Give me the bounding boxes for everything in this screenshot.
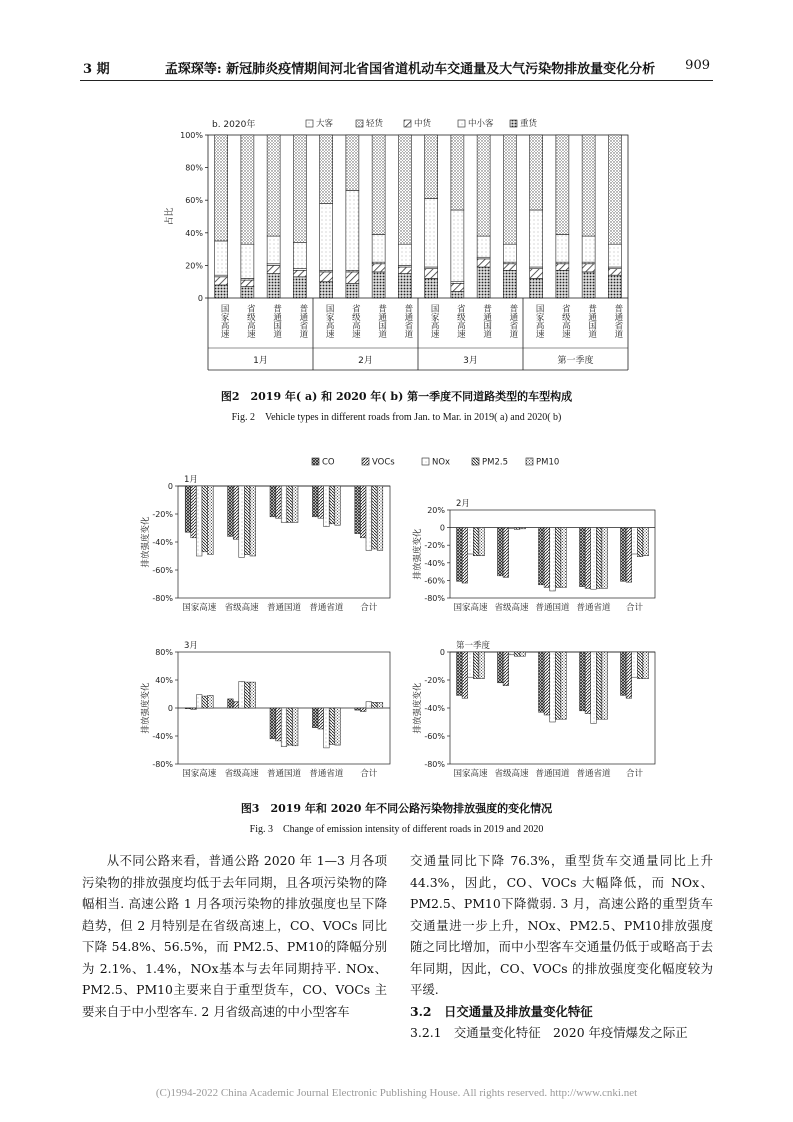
y-tick-label: -80% xyxy=(424,594,445,603)
bar xyxy=(372,702,378,708)
y-tick-label: 100% xyxy=(180,131,203,140)
bar-segment xyxy=(346,283,359,298)
bar-segment xyxy=(398,267,411,274)
bar xyxy=(276,708,282,741)
bar-segment xyxy=(320,282,333,298)
bar-segment xyxy=(267,236,280,264)
legend-label: PM10 xyxy=(536,457,560,468)
subsection-heading: 3.2.1 交通量变化特征 2020 年疫情爆发之际正 xyxy=(410,1025,688,1040)
category-label: 普通国道 xyxy=(481,304,492,338)
y-axis-label: 排放强度变化 xyxy=(141,682,151,734)
legend-swatch xyxy=(422,458,429,465)
bar xyxy=(244,486,250,555)
bar xyxy=(520,652,526,656)
bar-segment xyxy=(215,135,228,241)
bar-segment xyxy=(477,259,490,267)
bar xyxy=(544,528,550,588)
paragraph: 从不同公路来看，普通公路 2020 年 1—3 月各项污染物的排放强度均低于去年同期，且各项污染物的降幅相当. 高速公路 1 月各项污染物的排放强度也呈下降趋势，但 2 月特别是在省级高速上，CO、VOCs 同比下降 54.8%、56.5%，而 PM2.5、PM10的降幅分别为 2.1%、1.4%，NOx基本与去年同期持平. NOx、PM2.5、PM10主要来自于重型货车，CO、VOCs 主要来自于中小型客车. 2 月省级高速的中小型客车 xyxy=(82,853,387,1019)
bar-segment xyxy=(425,199,438,267)
figure-3-caption: 图3 2019 年和 2020 年不同公路污染物排放强度的变化情况 xyxy=(240,802,553,815)
category-label: 省级高速 xyxy=(245,304,256,338)
bar-segment xyxy=(372,264,385,272)
emission-panel xyxy=(412,499,655,613)
panel-title: 3月 xyxy=(184,641,198,651)
bar-segment xyxy=(530,135,543,210)
bar-segment xyxy=(425,278,438,298)
bar xyxy=(637,652,643,679)
bar xyxy=(270,708,276,739)
panel-title: 2月 xyxy=(456,499,470,509)
bar xyxy=(292,708,298,746)
category-label: 国家高速 xyxy=(453,769,488,779)
category-label: 国家高速 xyxy=(429,304,440,338)
legend-item xyxy=(422,458,450,468)
legend-swatch xyxy=(510,120,517,127)
header-rule xyxy=(80,80,713,81)
category-label: 普通省道 xyxy=(576,603,611,613)
bar xyxy=(250,486,256,556)
y-tick-label: -40% xyxy=(152,732,173,741)
y-tick-label: 20% xyxy=(185,261,203,271)
category-label: 国家高速 xyxy=(182,603,217,613)
bar xyxy=(550,528,556,591)
y-tick-label: 0 xyxy=(197,294,203,303)
bar-segment xyxy=(530,269,543,279)
bar-segment xyxy=(215,277,228,285)
bar xyxy=(591,652,597,723)
bar xyxy=(591,528,597,590)
bar xyxy=(585,652,591,714)
y-tick-label: 80% xyxy=(155,648,173,657)
category-label: 普通省道 xyxy=(507,304,518,338)
bar xyxy=(228,486,234,536)
legend-label: PM2.5 xyxy=(482,457,508,468)
y-tick-label: 0 xyxy=(167,482,173,491)
bar-segment xyxy=(320,135,333,203)
y-tick-label: -20% xyxy=(424,541,445,551)
y-axis-label: 占比 xyxy=(165,207,175,226)
legend-item xyxy=(312,458,335,468)
category-label: 省级高速 xyxy=(560,304,571,338)
bar-segment xyxy=(556,135,569,234)
bar-segment xyxy=(451,210,464,282)
category-label: 普通国道 xyxy=(376,304,387,338)
bar xyxy=(244,682,250,708)
bar xyxy=(228,699,234,708)
bar xyxy=(473,652,479,679)
bar xyxy=(468,652,474,677)
bar xyxy=(457,652,463,695)
emission-panel xyxy=(412,640,655,779)
bar-segment xyxy=(241,280,254,287)
y-tick-label: -40% xyxy=(424,704,445,713)
bar xyxy=(239,486,245,557)
category-label: 普通省道 xyxy=(309,603,344,613)
y-tick-label: 60% xyxy=(185,196,203,206)
emission-panel xyxy=(140,641,390,779)
category-label: 国家高速 xyxy=(324,304,335,338)
bar xyxy=(503,528,509,578)
legend-item xyxy=(472,458,508,468)
bar-segment xyxy=(346,135,359,190)
bar-segment xyxy=(530,278,543,298)
bar xyxy=(479,652,485,679)
bar-segment xyxy=(608,135,621,244)
bar xyxy=(561,528,567,588)
journal-issue: 3 期 xyxy=(83,62,110,77)
bar-segment xyxy=(608,275,621,298)
bar xyxy=(287,708,293,745)
bar xyxy=(191,708,197,709)
legend-label: 轻货 xyxy=(366,119,384,129)
bar xyxy=(366,702,372,708)
bar xyxy=(509,528,515,529)
bar xyxy=(539,528,545,585)
bar xyxy=(185,708,191,709)
legend-swatch xyxy=(356,120,363,127)
bar xyxy=(196,486,202,556)
bar-segment xyxy=(425,269,438,279)
category-label: 省级高速 xyxy=(455,304,466,338)
bar xyxy=(335,486,341,525)
bar xyxy=(561,652,567,719)
bar xyxy=(276,486,282,518)
bar xyxy=(626,528,632,583)
y-tick-label: 40% xyxy=(155,676,173,685)
legend-label: 中货 xyxy=(414,119,432,129)
legend-label: CO xyxy=(322,457,335,468)
bar-segment xyxy=(293,277,306,298)
legend-item xyxy=(526,458,559,468)
paragraph: 交通量同比下降 76.3%，重型货车交通量同比上升 44.3%，因此，CO、VOCs 大幅降低，而 NOx、PM2.5、PM10下降微弱. 3 月，高速公路的重型货车交通量进一步上升，NOx、PM2.5、PM10排放强度随之同比增加，而中小型客车交通量仍低于或略高于去年同期，因此，CO、VOCs 的排放强度变化幅度较为平缓. xyxy=(410,853,713,997)
bar xyxy=(555,528,561,588)
bar-segment xyxy=(293,270,306,277)
bar xyxy=(544,652,550,715)
bar xyxy=(329,708,335,744)
category-label: 合计 xyxy=(625,769,644,779)
category-label: 普通国道 xyxy=(535,603,570,613)
y-tick-label: -60% xyxy=(152,566,173,575)
figure-3-caption-en: Fig. 3 Change of emission intensity of different roads in 2019 and 2020 xyxy=(249,824,544,835)
legend-swatch xyxy=(526,458,533,465)
bar xyxy=(462,652,468,698)
bar xyxy=(509,652,515,655)
bar xyxy=(355,486,361,534)
bar-segment xyxy=(215,241,228,275)
bar xyxy=(539,652,545,712)
bar xyxy=(324,486,330,527)
bar xyxy=(372,486,378,549)
category-label: 普通国道 xyxy=(266,603,302,613)
bar-segment xyxy=(267,135,280,236)
bar-segment xyxy=(451,135,464,210)
bar-segment xyxy=(477,236,490,257)
bar xyxy=(457,528,463,582)
category-label: 省级高速 xyxy=(224,769,259,779)
bar xyxy=(329,486,335,524)
bar xyxy=(287,486,293,522)
category-label: 合计 xyxy=(360,603,378,613)
bar xyxy=(324,708,330,748)
category-label: 省级高速 xyxy=(224,603,259,613)
bar xyxy=(473,528,479,556)
bar xyxy=(550,652,556,722)
bar-segment xyxy=(320,203,333,270)
bar-segment xyxy=(372,135,385,234)
bar xyxy=(191,486,197,538)
bar xyxy=(621,528,627,582)
y-axis-label: 排放强度变化 xyxy=(141,516,151,568)
bar xyxy=(250,682,256,708)
bar-segment xyxy=(556,264,569,271)
legend-label: 中小客 xyxy=(468,119,494,129)
bar-segment xyxy=(582,264,595,272)
bar xyxy=(498,652,504,683)
bar xyxy=(281,486,287,522)
body-right-column xyxy=(410,850,713,1044)
bar xyxy=(360,708,366,712)
bar-segment xyxy=(320,272,333,282)
emission-panel xyxy=(140,475,390,613)
figure-2-caption-en: Fig. 2 Vehicle types in different roads from Jan. to Mar. in 2019( a) and 2020( b) xyxy=(231,412,562,423)
page-number: 909 xyxy=(685,58,710,73)
bar xyxy=(208,695,214,708)
bar-segment xyxy=(241,135,254,244)
panel-title: 第一季度 xyxy=(456,641,491,651)
group-label: 3月 xyxy=(463,356,478,366)
bar xyxy=(202,486,208,552)
bar xyxy=(318,708,324,729)
bar xyxy=(312,708,318,728)
bar xyxy=(643,652,649,679)
bar xyxy=(555,652,561,719)
bar-segment xyxy=(346,272,359,283)
panel-title: 1月 xyxy=(184,475,198,485)
bar xyxy=(312,486,318,517)
category-label: 国家高速 xyxy=(182,769,217,779)
bar xyxy=(580,652,586,711)
bar xyxy=(498,528,504,576)
copyright-footer: (C)1994-2022 China Academic Journal Electronic Publishing House. All rights reserved. http://www.cnki.net xyxy=(155,1087,638,1099)
bar-segment xyxy=(608,269,621,276)
bar xyxy=(626,652,632,698)
bar-segment xyxy=(425,135,438,199)
bar-segment xyxy=(608,244,621,267)
bar xyxy=(360,486,366,538)
bar xyxy=(637,528,643,557)
bar-segment xyxy=(503,264,516,271)
figure-2-caption: 图2 2019 年( a) 和 2020 年( b) 第一季度不同道路类型的车型构成 xyxy=(220,390,573,403)
category-label: 普通国道 xyxy=(586,304,597,338)
bar xyxy=(233,702,239,708)
category-label: 普通省道 xyxy=(297,304,308,338)
legend-swatch xyxy=(458,120,465,127)
category-label: 普通省道 xyxy=(576,769,611,779)
y-tick-label: -40% xyxy=(424,558,445,568)
category-label: 省级高速 xyxy=(494,769,529,779)
bar xyxy=(366,486,372,550)
bar-segment xyxy=(293,243,306,269)
bar-segment xyxy=(293,135,306,243)
figure-3-chart xyxy=(140,452,660,792)
bar-segment xyxy=(556,234,569,262)
bar xyxy=(580,528,586,587)
category-label: 普通国道 xyxy=(535,769,570,779)
y-tick-label: -40% xyxy=(152,538,173,547)
bar xyxy=(602,652,608,719)
legend-item xyxy=(458,118,494,129)
bar xyxy=(239,681,245,708)
bar xyxy=(503,652,509,686)
y-tick-label: -20% xyxy=(424,676,445,685)
bar xyxy=(479,528,485,556)
legend-swatch xyxy=(312,458,319,465)
y-tick-label: 20% xyxy=(427,506,445,515)
y-tick-label: -60% xyxy=(424,576,445,586)
group-label: 2月 xyxy=(358,356,373,366)
bar xyxy=(621,652,627,695)
legend-item xyxy=(362,458,395,468)
bar-segment xyxy=(582,236,595,262)
figure-2-chart xyxy=(160,110,640,380)
category-label: 省级高速 xyxy=(494,603,529,613)
category-label: 国家高速 xyxy=(534,304,545,338)
bar-segment xyxy=(241,287,254,298)
legend-label: 大客 xyxy=(316,119,334,129)
bar-segment xyxy=(267,265,280,273)
y-tick-label: 40% xyxy=(185,228,203,238)
y-axis-label: 排放强度变化 xyxy=(413,528,423,580)
bar-segment xyxy=(503,270,516,298)
group-label: 第一季度 xyxy=(557,356,594,366)
legend-item xyxy=(356,118,384,129)
bar xyxy=(335,708,341,745)
category-label: 合计 xyxy=(625,603,644,613)
category-label: 普通省道 xyxy=(402,304,413,338)
bar xyxy=(520,528,526,529)
bar xyxy=(202,696,208,708)
bar xyxy=(643,528,649,556)
section-heading: 3.2 日交通量及排放量变化特征 xyxy=(410,1003,593,1019)
bar-segment xyxy=(346,190,359,270)
bar xyxy=(602,528,608,589)
y-tick-label: -80% xyxy=(152,594,173,603)
category-label: 合计 xyxy=(360,769,378,779)
category-label: 普通国道 xyxy=(266,769,302,779)
bar xyxy=(585,528,591,589)
y-tick-label: 0 xyxy=(439,648,445,657)
bar xyxy=(596,528,602,589)
bar-segment xyxy=(477,267,490,298)
category-label: 国家高速 xyxy=(453,603,488,613)
panel-label: b. 2020年 xyxy=(212,120,256,130)
bar-segment xyxy=(477,135,490,236)
running-title: 孟琛琛等: 新冠肺炎疫情期间河北省国省道机动车交通量及大气污染物排放量变化分析 xyxy=(164,62,656,77)
legend-label: 重货 xyxy=(520,119,538,129)
bar xyxy=(292,486,298,522)
bar xyxy=(514,652,520,656)
category-label: 普通国道 xyxy=(271,304,282,338)
bar-segment xyxy=(372,234,385,262)
bar-segment xyxy=(451,283,464,291)
bar xyxy=(318,486,324,518)
legend-item xyxy=(306,118,334,129)
bar xyxy=(270,486,276,517)
legend-label: NOx xyxy=(432,457,451,468)
legend-label: VOCs xyxy=(372,457,395,468)
bar-segment xyxy=(267,274,280,298)
bar xyxy=(632,652,638,677)
legend-swatch xyxy=(362,458,369,465)
bar xyxy=(468,528,474,554)
category-label: 普通省道 xyxy=(309,769,344,779)
bar-segment xyxy=(398,244,411,265)
bar-segment xyxy=(398,274,411,298)
y-tick-label: -20% xyxy=(152,510,173,519)
y-tick-label: -60% xyxy=(424,732,445,741)
bar xyxy=(355,708,361,710)
bar xyxy=(377,702,383,708)
bar-segment xyxy=(503,135,516,244)
bar xyxy=(196,695,202,708)
bar xyxy=(233,486,239,539)
bar-segment xyxy=(530,210,543,267)
legend-swatch xyxy=(472,458,479,465)
category-label: 普通省道 xyxy=(612,304,623,338)
y-tick-label: -80% xyxy=(424,760,445,769)
bar-segment xyxy=(215,285,228,298)
legend-swatch xyxy=(404,120,411,127)
bar xyxy=(462,528,468,583)
bar xyxy=(632,528,638,554)
bar-segment xyxy=(556,270,569,298)
category-label: 省级高速 xyxy=(350,304,361,338)
y-tick-label: -80% xyxy=(152,760,173,769)
y-tick-label: 0 xyxy=(167,704,173,713)
y-tick-label: 80% xyxy=(185,163,203,173)
legend-swatch xyxy=(306,120,313,127)
bar xyxy=(281,708,287,747)
y-axis-label: 排放强度变化 xyxy=(413,682,423,734)
bar xyxy=(596,652,602,719)
bar-segment xyxy=(582,135,595,236)
bar-segment xyxy=(398,135,411,244)
bar xyxy=(377,486,383,550)
bar-segment xyxy=(582,272,595,298)
bar-segment xyxy=(372,272,385,298)
bar xyxy=(208,486,214,555)
bar-segment xyxy=(503,244,516,262)
bar-segment xyxy=(241,244,254,278)
y-tick-label: 0 xyxy=(439,523,445,533)
legend-item xyxy=(404,118,432,129)
bar xyxy=(514,528,520,530)
category-label: 国家高速 xyxy=(219,304,230,338)
bar xyxy=(185,486,191,532)
body-left-column xyxy=(82,850,387,1022)
legend-item xyxy=(510,118,538,129)
bar-segment xyxy=(451,291,464,298)
group-label: 1月 xyxy=(253,356,268,366)
